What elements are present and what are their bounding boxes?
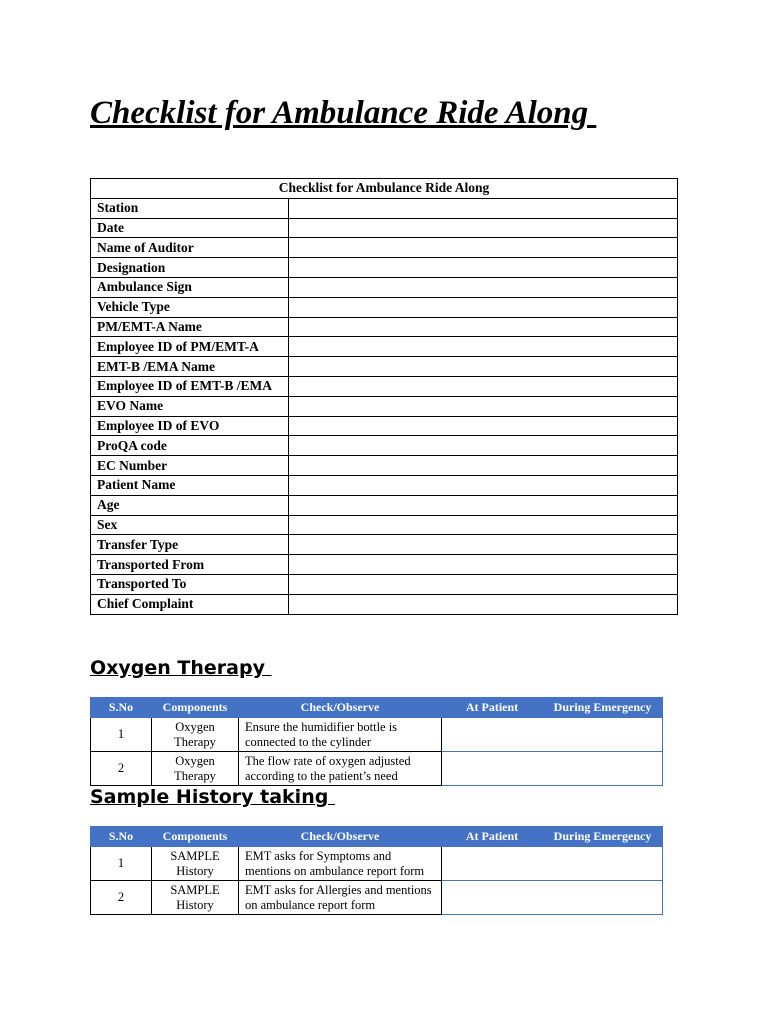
col-sno: S.No [91,698,152,718]
col-during-emergency: During Emergency [543,698,663,718]
check-cell: The flow rate of oxygen adjusted according to the patient’s need [239,752,442,786]
col-sno: S.No [91,827,152,847]
col-check-observe: Check/Observe [239,698,442,718]
info-label: ProQA code [91,436,289,456]
info-row [91,277,678,297]
info-row [91,376,678,396]
during-emergency-cell[interactable] [543,752,663,786]
info-row [91,456,678,476]
table-header-row [91,698,663,718]
component-cell: SAMPLE History [152,881,239,915]
sample-history-table [90,826,663,915]
info-label: Name of Auditor [91,238,289,258]
info-row [91,436,678,456]
info-label: Employee ID of EVO [91,416,289,436]
table-row [91,881,663,915]
table-row [91,847,663,881]
info-value-field[interactable] [289,555,678,575]
info-value-field[interactable] [289,396,678,416]
info-value-field[interactable] [289,376,678,396]
info-value-field[interactable] [289,277,678,297]
during-emergency-cell[interactable] [543,881,663,915]
info-value-field[interactable] [289,218,678,238]
info-value-field[interactable] [289,594,678,614]
info-row [91,495,678,515]
col-components: Components [152,827,239,847]
info-label: Transfer Type [91,535,289,555]
info-label: Ambulance Sign [91,277,289,297]
info-value-field[interactable] [289,317,678,337]
sno-cell: 2 [91,752,152,786]
info-row [91,515,678,535]
at-patient-cell[interactable] [442,881,543,915]
at-patient-cell[interactable] [442,847,543,881]
info-label: Transported From [91,555,289,575]
info-row [91,218,678,238]
info-value-field[interactable] [289,297,678,317]
at-patient-cell[interactable] [442,718,543,752]
info-label: Chief Complaint [91,594,289,614]
oxygen-therapy-table [90,697,663,786]
info-table-header: Checklist for Ambulance Ride Along [91,179,678,199]
info-label: Employee ID of PM/EMT-A [91,337,289,357]
info-label: Age [91,495,289,515]
info-value-field[interactable] [289,238,678,258]
during-emergency-cell[interactable] [543,718,663,752]
info-value-field[interactable] [289,416,678,436]
info-row [91,317,678,337]
info-label: Vehicle Type [91,297,289,317]
info-label: EMT-B /EMA Name [91,357,289,377]
info-label: Employee ID of EMT-B /EMA [91,376,289,396]
info-label: Designation [91,258,289,278]
table-row [91,718,663,752]
info-row [91,475,678,495]
info-row [91,238,678,258]
sno-cell: 2 [91,881,152,915]
info-row [91,297,678,317]
info-value-field[interactable] [289,535,678,555]
during-emergency-cell[interactable] [543,847,663,881]
table-row [91,752,663,786]
info-label: Transported To [91,574,289,594]
col-at-patient: At Patient [442,827,543,847]
info-value-field[interactable] [289,258,678,278]
ride-along-info-table [90,178,678,615]
info-label: EVO Name [91,396,289,416]
component-cell: SAMPLE History [152,847,239,881]
info-row [91,396,678,416]
info-value-field[interactable] [289,436,678,456]
table-header-row [91,827,663,847]
info-value-field[interactable] [289,475,678,495]
check-cell: Ensure the humidifier bottle is connected to the cylinder [239,718,442,752]
info-value-field[interactable] [289,456,678,476]
info-value-field[interactable] [289,357,678,377]
col-components: Components [152,698,239,718]
info-label: PM/EMT-A Name [91,317,289,337]
sample-history-heading: Sample History taking [90,786,335,808]
sno-cell: 1 [91,718,152,752]
check-cell: EMT asks for Symptoms and mentions on ambulance report form [239,847,442,881]
info-row [91,574,678,594]
col-during-emergency: During Emergency [543,827,663,847]
info-label: Patient Name [91,475,289,495]
info-label: Sex [91,515,289,535]
info-label: Station [91,198,289,218]
info-value-field[interactable] [289,495,678,515]
component-cell: Oxygen Therapy [152,718,239,752]
document-title: Checklist for Ambulance Ride Along [90,95,597,131]
check-cell: EMT asks for Allergies and mentions on ambulance report form [239,881,442,915]
info-row [91,555,678,575]
oxygen-therapy-heading: Oxygen Therapy [90,657,272,679]
info-row [91,337,678,357]
info-value-field[interactable] [289,574,678,594]
info-row [91,416,678,436]
info-value-field[interactable] [289,337,678,357]
info-row [91,258,678,278]
info-row [91,594,678,614]
sno-cell: 1 [91,847,152,881]
info-value-field[interactable] [289,515,678,535]
info-label: EC Number [91,456,289,476]
info-row [91,357,678,377]
at-patient-cell[interactable] [442,752,543,786]
col-check-observe: Check/Observe [239,827,442,847]
info-row [91,535,678,555]
component-cell: Oxygen Therapy [152,752,239,786]
info-label: Date [91,218,289,238]
info-value-field[interactable] [289,198,678,218]
col-at-patient: At Patient [442,698,543,718]
info-row [91,198,678,218]
